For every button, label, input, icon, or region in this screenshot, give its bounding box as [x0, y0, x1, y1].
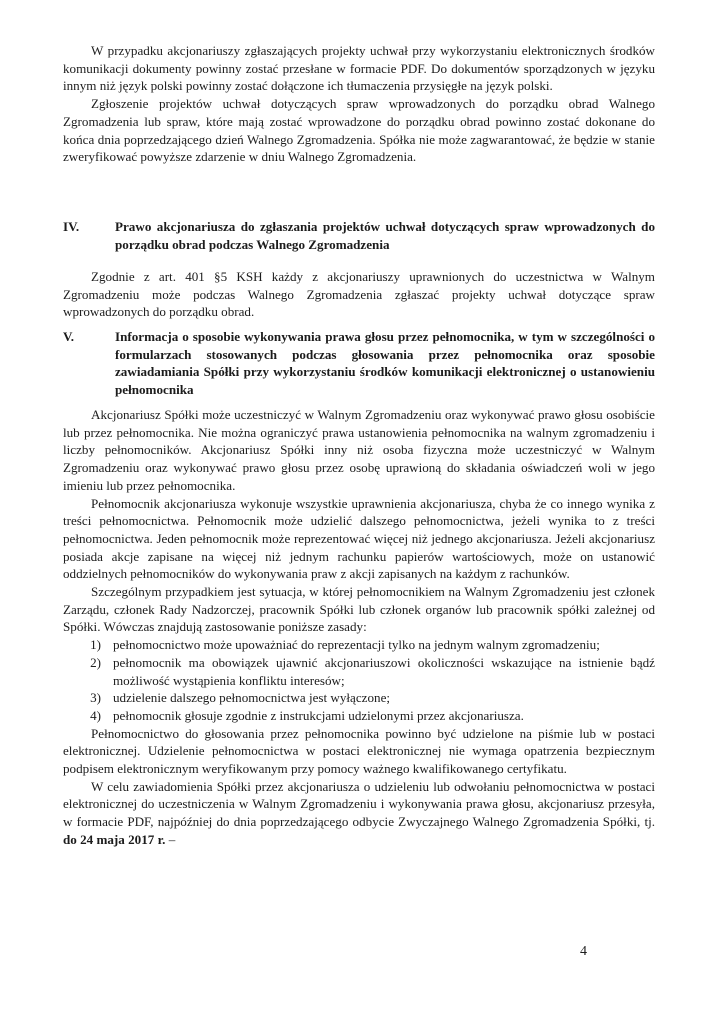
list-item: 4) pełnomocnik głosuje zgodnie z instrukcjami udzielonymi przez akcjonariusza. [90, 707, 524, 723]
paragraph-block-top [63, 42, 655, 166]
section-v-heading [63, 328, 655, 399]
paragraph-electronic-notice: W celu zawiadomienia Spółki przez akcjonariusza o udzieleniu lub odwołaniu pełnomocnictwa w postaci elektronicznej do uczestniczenia w Walnym Zgromadzeniu i wykonywania prawa głosu, akcjonariusz przesyła, w formacie PDF, najpóźniej do dnia poprzedzającego odbycie Zwyczajnego Walnego Zgromadzenia Spółki, tj. do 24 maja 2017 r. – [63, 778, 655, 847]
paragraph-special-case: Szczególnym przypadkiem jest sytuacja, w której pełnomocnikiem na Walnym Zgromadzeniu jest członek Zarządu, członek Rady Nadzorczej, pracownik Spółki lub członek organów lub pracownik spółki zależnej od Spółki. Wówczas znajdują zastosowanie poniższe zasady: [63, 584, 655, 635]
section-title: Prawo akcjonariusza do zgłaszania projektów uchwał dotyczących spraw wprowadzonych do porządku obrad podczas Walnego Zgromadzenia [115, 219, 655, 252]
page-number: 4 [580, 944, 587, 959]
section-number: IV. [63, 219, 80, 234]
rules-list [63, 636, 655, 725]
paragraph-submission-deadline: Zgłoszenie projektów uchwał dotyczących spraw wprowadzonych do porządku obrad Walnego Zgromadzenia lub spraw, które mają zostać wprowadzone do porządku obrad powinno zostać dokonane do końca dnia poprzedzającego dzień Walnego Zgromadzenia. Spółka nie może zagwarantować, że będzie w stanie zweryfikować powyższe zdarzenie w dniu Walnego Zgromadzenia. [63, 96, 655, 165]
paragraph-proxy-form: Pełnomocnictwo do głosowania przez pełnomocnika powinno być udzielone na piśmie lub w postaci elektronicznej. Udzielenie pełnomocnictwa w postaci elektronicznej nie wymaga opatrzenia bezpiecznym podpisem elektronicznym weryfikowanym przy pomocy ważnego kwalifikowanego certyfikatu. [63, 725, 655, 777]
list-item: 2) pełnomocnik ma obowiązek ujawnić akcjonariuszowi okoliczności wskazujące na istnienie bądź możliwość wystąpienia konfliktu interesów; [90, 654, 655, 688]
paragraph-art-401: Zgodnie z art. 401 §5 KSH każdy z akcjonariuszy uprawnionych do uczestnictwa w Walnym Zgromadzeniu może podczas Walnego Zgromadzenia zgłaszać projekty uchwał dotyczące spraw wprowadzonych do porządku obrad. [63, 269, 655, 320]
section-number: V. [63, 329, 75, 344]
list-item: 3) udzielenie dalszego pełnomocnictwa jest wyłączone; [90, 690, 391, 706]
list-item: 1) pełnomocnictwo może upoważniać do reprezentacji tylko na jednym walnym zgromadzeniu; [90, 637, 600, 653]
paragraph-block-v [63, 406, 655, 849]
paragraph-pdf-format: W przypadku akcjonariuszy zgłaszających projekty uchwał przy wykorzystaniu elektronicznych środków komunikacji dokumenty powinny zostać przesłane w formacie PDF. Do dokumentów sporządzonych w języku innym niż język polski powinny zostać dołączone ich tłumaczenia przysięgłe na język polski. [63, 43, 655, 94]
section-iv-heading [63, 218, 655, 253]
paragraph-proxy-participation: Akcjonariusz Spółki może uczestniczyć w Walnym Zgromadzeniu oraz wykonywać prawo głosu osobiście lub przez pełnomocnika. Nie można ograniczyć prawa ustanowienia pełnomocnika na walnym zgromadzeniu i liczby pełnomocników. Akcjonariusz Spółki inny niż osoba fizyczna może uczestniczyć w Walnym Zgromadzeniu oraz wykonywać prawo głosu przez osobę uprawioną do składania oświadczeń woli w jego imieniu lub przez pełnomocnika. [63, 407, 655, 493]
deadline-date: do 24 maja 2017 r. [63, 831, 166, 847]
paragraph-proxy-rights: Pełnomocnik akcjonariusza wykonuje wszystkie uprawnienia akcjonariusza, chyba że co innego wynika z treści pełnomocnictwa. Pełnomocnik może udzielić dalszego pełnomocnictwa, jeżeli wynika to z treści pełnomocnictwa. Jeden pełnomocnik może reprezentować więcej niż jednego akcjonariusza. Jeżeli akcjonariusz posiada akcje zapisane na więcej niż jednym rachunku papierów wartościowych, może on ustanowić oddzielnych pełnomocników do wykonywania praw z akcji zapisanych na każdym z rachunków. [63, 495, 655, 582]
paragraph-block-iv [63, 268, 655, 321]
section-title: Informacja o sposobie wykonywania prawa głosu przez pełnomocnika, w tym w szczególności o formularzach stosowanych podczas głosowania przez pełnomocnika oraz sposobie zawiadamiania Spółki przy wykorzystaniu środków komunikacji elektronicznej o ustanowieniu pełnomocnika [115, 329, 655, 398]
